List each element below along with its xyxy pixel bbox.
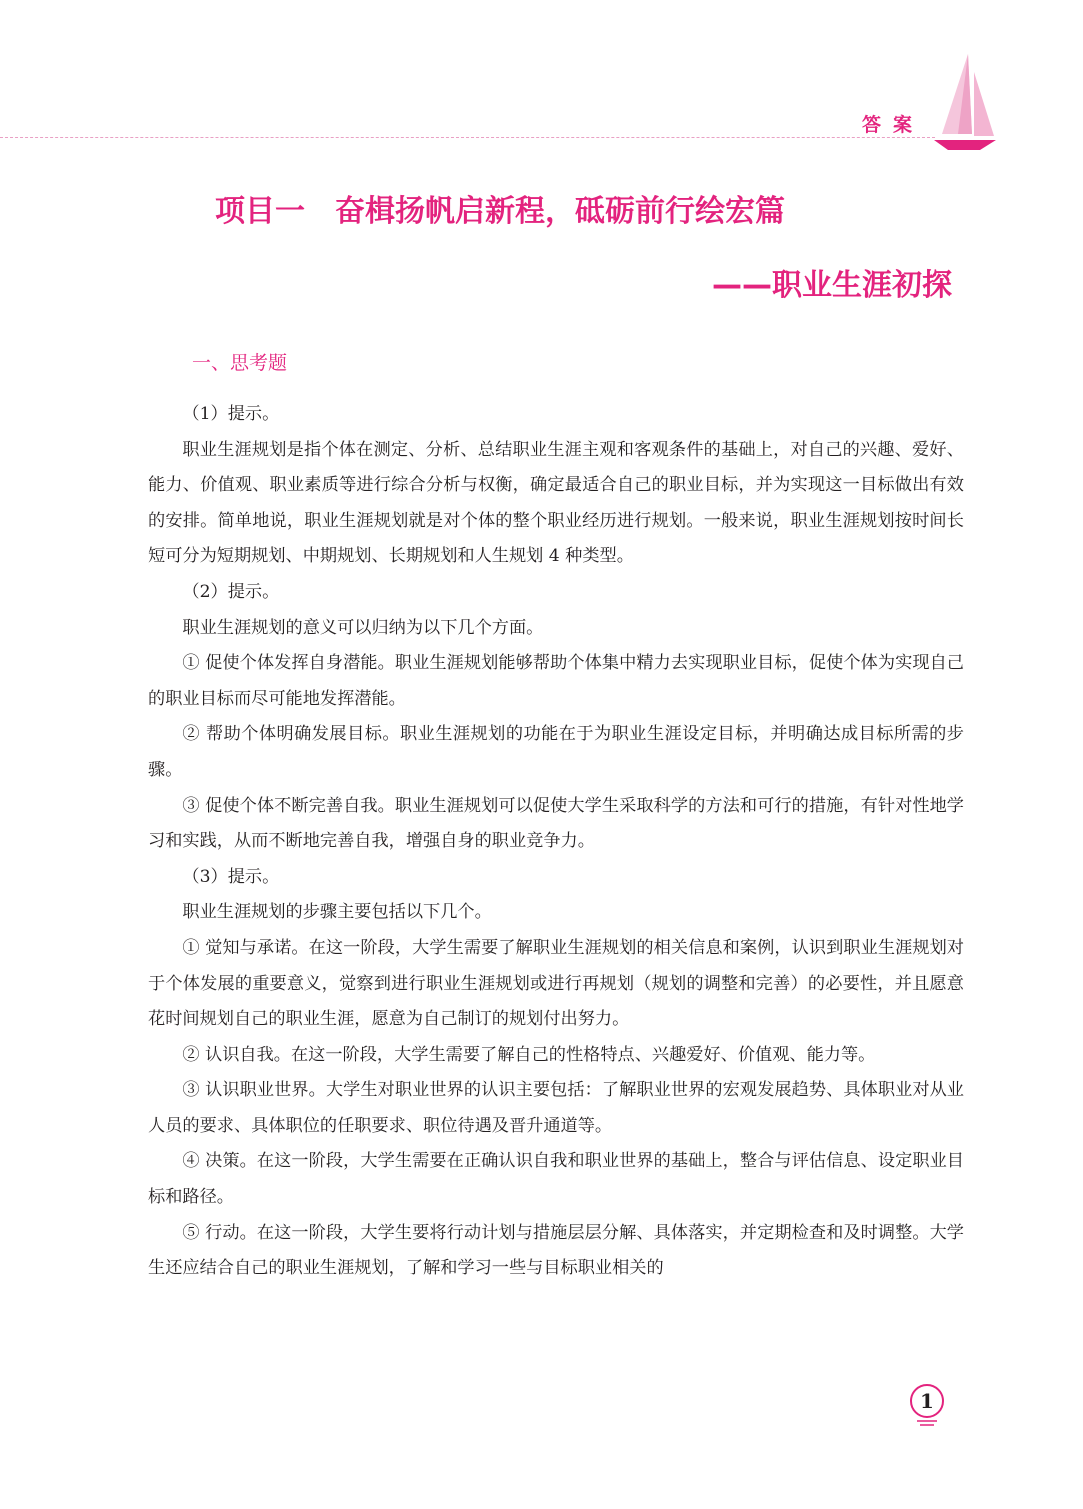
paragraph: 职业生涯规划的步骤主要包括以下几个。: [182, 902, 492, 923]
header-dashed-rule: [0, 137, 935, 138]
paragraph: ① 促使个体发挥自身潜能。职业生涯规划能够帮助个体集中精力去实现职业目标，促使个体为实现自己的职业目标而尽可能地发挥潜能。: [148, 653, 964, 709]
page-title: 项目一 奋楫扬帆启新程，砥砺前行绘宏篇: [215, 194, 785, 229]
paragraph: 职业生涯规划的意义可以归纳为以下几个方面。: [182, 617, 544, 638]
paragraph: ⑤ 行动。在这一阶段，大学生要将行动计划与措施层层分解、具体落实，并定期检查和及时调整。大学生还应结合自己的职业生涯规划，了解和学习一些与目标职业相关的: [148, 1222, 964, 1279]
paragraph: ③ 认识职业世界。大学生对职业世界的认识主要包括：了解职业世界的宏观发展趋势、具体职业对从业人员的要求、具体职位的任职要求、职位待遇及晋升通道等。: [148, 1080, 964, 1136]
paragraph: （3）提示。: [182, 866, 280, 887]
paragraph: ② 帮助个体明确发展目标。职业生涯规划的功能在于为职业生涯设定目标，并明确达成目标所需的步骤。: [148, 724, 964, 780]
page-number-text: 1: [920, 1389, 934, 1413]
page-subtitle: ——职业生涯初探: [712, 268, 952, 303]
paragraph: ② 认识自我。在这一阶段，大学生需要了解自己的性格特点、兴趣爱好、价值观、能力等。: [182, 1044, 876, 1065]
paragraph: （1）提示。: [182, 404, 280, 424]
body-text: [148, 397, 964, 1287]
page-number: [907, 1383, 947, 1423]
paragraph: ④ 决策。在这一阶段，大学生需要在正确认识自我和职业世界的基础上，整合与评估信息、设定职业目标和路径。: [148, 1151, 964, 1208]
paragraph: （2）提示。: [182, 581, 280, 602]
header-answer-label: 答案: [862, 114, 925, 136]
paragraph: ① 觉知与承诺。在这一阶段，大学生需要了解职业生涯规划的相关信息和案例，认识到职业生涯规划对于个体发展的重要意义，觉察到进行职业生涯规划或进行再规划（规划的调整和完善）的必要性，并且愿意花时间规划自己的职业生涯，愿意为自己制订的规划付出努力。: [148, 937, 964, 1030]
section-heading: 一、思考题: [192, 352, 288, 374]
paragraph: 职业生涯规划是指个体在测定、分析、总结职业生涯主观和客观条件的基础上，对自己的兴趣、爱好、能力、价值观、职业素质等进行综合分析与权衡，确定最适合自己的职业目标，并为实现这一目标做出有效的安排。简单地说，职业生涯规划就是对个体的整个职业经历进行规划。一般来说，职业生涯规划按时间长短可分为短期规划、中期规划、长期规划和人生规划 4 种类型。: [148, 439, 964, 567]
sailboat-icon: [928, 50, 998, 154]
paragraph: ③ 促使个体不断完善自我。职业生涯规划可以促使大学生采取科学的方法和可行的措施，有针对性地学习和实践，从而不断地完善自我，增强自身的职业竞争力。: [148, 795, 964, 852]
